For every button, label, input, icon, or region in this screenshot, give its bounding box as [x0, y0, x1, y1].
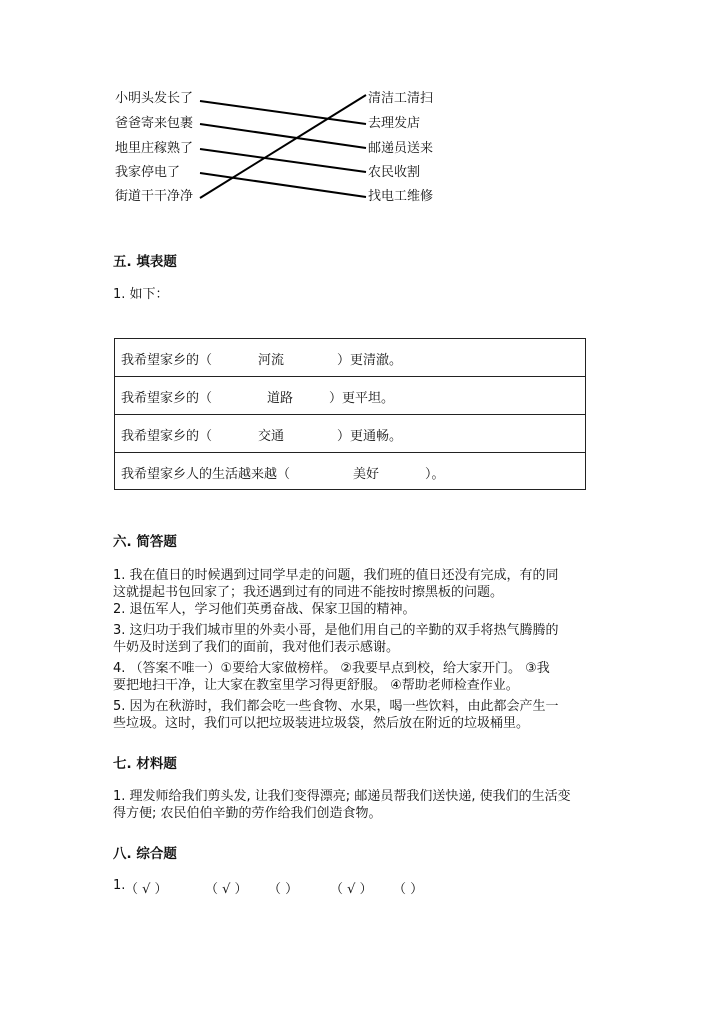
section-heading: 八. 综合题	[113, 846, 177, 862]
row-prefix: 我希望家乡的（	[121, 391, 213, 406]
answer-line: 5. 因为在秋游时，我们都会吃一些食物、水果，喝一些饮料，由此都会产生一	[113, 699, 559, 714]
row-prefix: 我希望家乡的（	[121, 353, 213, 368]
section-heading: 七. 材料题	[113, 756, 177, 772]
match-right-item: 农民收割	[368, 165, 421, 180]
matching-lines	[0, 0, 720, 260]
answer-line: 些垃圾。这时，我们可以把垃圾装进垃圾袋，然后放在附近的垃圾桶里。	[113, 716, 530, 731]
match-line	[200, 95, 366, 198]
row-answer: 道路	[267, 391, 294, 406]
match-left-item: 小明头发长了	[115, 91, 194, 106]
row-suffix: ）更通畅。	[337, 429, 403, 444]
section-heading: 六. 简答题	[113, 534, 177, 550]
row-answer: 美好	[353, 467, 380, 482]
row-suffix: ）。	[425, 467, 445, 482]
table-row	[115, 453, 585, 491]
check-mark: （ ）	[393, 882, 424, 897]
table-row	[115, 339, 585, 377]
match-left-item: 街道干干净净	[115, 189, 194, 204]
row-answer: 河流	[258, 353, 285, 368]
question-number: 1.	[113, 878, 126, 893]
check-mark: （ √ ）	[330, 882, 373, 897]
answer-line: 这就提起书包回家了；我还遇到过有的同进不能按时擦黑板的问题。	[113, 585, 504, 600]
answer-line: 得方便; 农民伯伯辛勤的劳作给我们创造食物。	[113, 806, 382, 821]
table-row	[115, 415, 585, 453]
check-mark: （ √ ）	[125, 882, 168, 897]
match-left-item: 我家停电了	[115, 165, 181, 180]
answer-line: 牛奶及时送到了我们的面前，我对他们表示感谢。	[113, 640, 400, 655]
match-left-item: 爸爸寄来包裹	[115, 116, 194, 131]
match-right-item: 去理发店	[368, 116, 421, 131]
row-suffix: ）更平坦。	[329, 391, 395, 406]
answer-line: 3. 这归功于我们城市里的外卖小哥，是他们用自己的辛勤的双手将热气腾腾的	[113, 623, 559, 638]
answer-line: 要把地扫干净，让大家在教室里学习得更舒服。 ④帮助老师检查作业。	[113, 678, 519, 693]
answer-line: 2. 退伍军人，学习他们英勇奋战、保家卫国的精神。	[113, 602, 416, 617]
row-suffix: ）更清澈。	[337, 353, 403, 368]
fill-table	[114, 338, 586, 490]
section-heading: 五. 填表题	[113, 254, 177, 270]
check-mark: （ √ ）	[205, 882, 248, 897]
row-answer: 交通	[258, 429, 285, 444]
answer-line: 1. 理发师给我们剪头发, 让我们变得漂亮; 邮递员帮我们送快递, 使我们的生活变	[113, 789, 571, 804]
match-line	[200, 124, 366, 148]
match-right-item: 找电工维修	[368, 189, 434, 204]
table-row	[115, 377, 585, 415]
row-prefix: 我希望家乡的（	[121, 429, 213, 444]
answer-line: 1. 我在值日的时候遇到过同学早走的问题，我们班的值日还没有完成，有的同	[113, 568, 559, 583]
row-prefix: 我希望家乡人的生活越来越（	[121, 467, 291, 482]
question-label: 1. 如下：	[113, 287, 169, 302]
match-line	[200, 149, 366, 172]
answer-line: 4. （答案不唯一）①要给大家做榜样。 ②我要早点到校，给大家开门。 ③我	[113, 661, 550, 676]
match-right-item: 清洁工清扫	[368, 91, 434, 106]
match-left-item: 地里庄稼熟了	[115, 141, 194, 156]
check-mark: （ ）	[268, 882, 299, 897]
match-right-item: 邮递员送来	[368, 141, 434, 156]
match-line	[200, 173, 366, 197]
match-line	[200, 101, 366, 124]
